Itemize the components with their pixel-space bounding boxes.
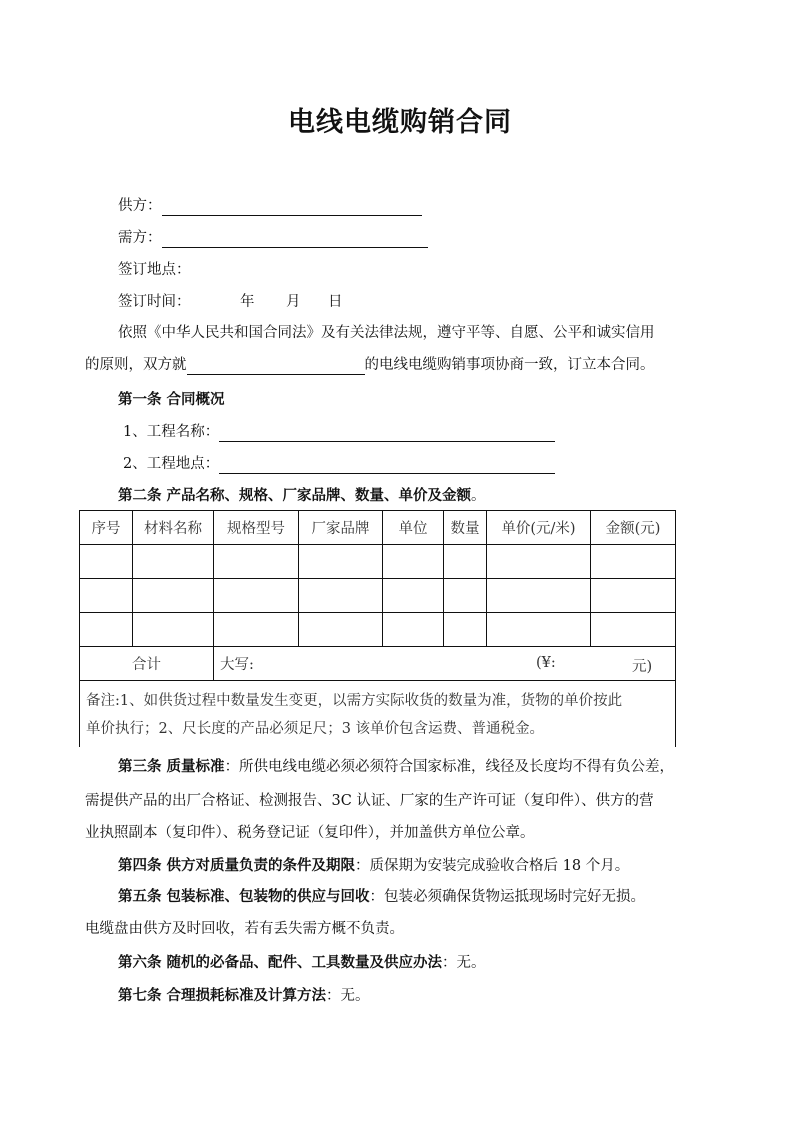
article-6-heading: 第六条 随机的必备品、配件、工具数量及供应办法 — [118, 954, 443, 971]
intro-line-2-a: 的原则，双方就 — [85, 357, 187, 373]
column-header: 厂家品牌 — [299, 511, 383, 545]
project-site-blank — [219, 457, 555, 474]
table-cell — [80, 579, 133, 613]
project-name-blank — [219, 425, 555, 442]
table-row — [80, 613, 676, 647]
supplier-blank — [162, 199, 422, 216]
article-2-heading-tail: 。 — [471, 488, 486, 504]
article-5-heading: 第五条 包装标准、包装物的供应与回收 — [118, 888, 370, 905]
table-cell — [383, 579, 444, 613]
sign-place-label: 签订地点： — [118, 262, 191, 278]
article-3-line-1 — [118, 757, 674, 777]
year-label: 年 — [240, 294, 255, 310]
table-cell — [487, 579, 591, 613]
column-header: 单位 — [383, 511, 444, 545]
yen-amount-label: (¥: — [536, 655, 556, 671]
total-amount-cell — [214, 647, 676, 681]
sign-time-line — [118, 292, 343, 312]
total-row — [80, 647, 676, 681]
supplier-line — [118, 196, 422, 216]
article-5-line-1 — [118, 887, 645, 907]
article-3-heading: 第三条 质量标准 — [118, 758, 225, 775]
table-cell — [214, 613, 299, 647]
buyer-blank — [162, 231, 428, 248]
supplier-label: 供方： — [118, 198, 162, 214]
article-6-line — [118, 953, 486, 973]
column-header: 金额(元) — [591, 511, 676, 545]
intro-line-2 — [85, 355, 655, 375]
table-cell — [383, 613, 444, 647]
document-title: 电线电缆购销合同 — [288, 107, 512, 138]
table-cell — [444, 579, 487, 613]
article-3-line-2: 需提供产品的出厂合格证、检测报告、3C 认证、厂家的生产许可证（复印件）、供方的营 — [85, 793, 654, 809]
table-cell — [214, 579, 299, 613]
table-row — [80, 545, 676, 579]
table-cell — [133, 613, 214, 647]
table-cell — [80, 545, 133, 579]
article-4-text: ：质保期为安装完成验收合格后 18 个月。 — [355, 858, 630, 874]
article-5-line-2: 电缆盘由供方及时回收，若有丢失需方概不负责。 — [85, 921, 404, 937]
capital-amount-label: 大写: — [220, 657, 254, 673]
project-site-line — [123, 454, 555, 474]
article-2-heading: 第二条 产品名称、规格、厂家品牌、数量、单价及金额 — [118, 487, 472, 504]
intro-subject-blank — [187, 358, 365, 375]
article-3-line-3: 业执照副本（复印件）、税务登记证（复印件），并加盖供方单位公章。 — [85, 825, 535, 841]
month-label: 月 — [286, 294, 301, 310]
table-cell — [444, 613, 487, 647]
note-cell — [80, 681, 676, 748]
table-cell — [591, 545, 676, 579]
column-header: 数量 — [444, 511, 487, 545]
table-cell — [591, 613, 676, 647]
column-header: 序号 — [80, 511, 133, 545]
article-7-line — [118, 986, 370, 1006]
table-cell — [299, 545, 383, 579]
table-cell — [133, 545, 214, 579]
table-cell — [299, 579, 383, 613]
column-header: 材料名称 — [133, 511, 214, 545]
note-line-2: 单价执行；2、尺长度的产品必须足尺；3 该单价包含运费、普通税金。 — [86, 721, 545, 737]
article-2-heading-line — [118, 486, 486, 506]
buyer-line — [118, 228, 428, 248]
article-7-heading: 第七条 合理损耗标准及计算方法 — [118, 987, 327, 1004]
table-cell — [487, 613, 591, 647]
product-table — [79, 510, 676, 747]
sign-time-label: 签订时间： — [118, 294, 191, 310]
table-cell — [487, 545, 591, 579]
column-header: 单价(元/米) — [487, 511, 591, 545]
note-row — [80, 681, 676, 748]
column-header: 规格型号 — [214, 511, 299, 545]
sign-place-line — [118, 260, 191, 280]
table-cell — [80, 613, 133, 647]
total-label: 合计 — [80, 647, 214, 681]
article-6-text: ：无。 — [442, 955, 486, 971]
note-line-1: 备注:1、如供货过程中数量发生变更，以需方实际收货的数量为准，货物的单价按此 — [86, 693, 623, 709]
table-cell — [444, 545, 487, 579]
yuan-label: 元) — [632, 659, 653, 675]
table-cell — [591, 579, 676, 613]
table-cell — [214, 545, 299, 579]
article-3-text-1: ：所供电线电缆必须必须符合国家标准，线径及长度均不得有负公差， — [224, 759, 675, 775]
table-cell — [133, 579, 214, 613]
article-1-heading: 第一条 合同概况 — [118, 391, 225, 408]
table-header-row — [80, 511, 676, 545]
table-cell — [299, 613, 383, 647]
table-cell — [383, 545, 444, 579]
table-row — [80, 579, 676, 613]
article-4-line — [118, 856, 629, 876]
project-name-label: 1、工程名称： — [123, 424, 220, 440]
intro-line-1: 依照《中华人民共和国合同法》及有关法律法规，遵守平等、自愿、公平和诚实信用 — [118, 325, 655, 341]
article-5-text-1: ：包装必须确保货物运抵现场时完好无损。 — [369, 889, 646, 905]
day-label: 日 — [328, 294, 343, 310]
buyer-label: 需方： — [118, 230, 162, 246]
article-7-text: ：无。 — [326, 988, 370, 1004]
intro-line-2-b: 的电线电缆购销事项协商一致，订立本合同。 — [364, 357, 655, 373]
project-site-label: 2、工程地点： — [123, 456, 220, 472]
project-name-line — [123, 422, 555, 442]
article-4-heading: 第四条 供方对质量负责的条件及期限 — [118, 857, 356, 874]
